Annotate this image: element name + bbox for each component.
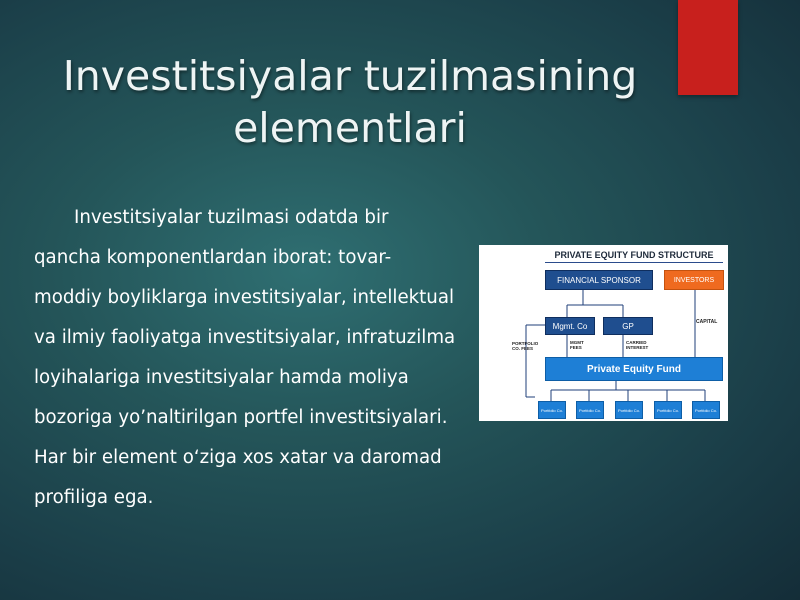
- title-line-2: elementlari: [233, 104, 467, 152]
- gp-box: GP: [603, 317, 653, 335]
- portfolio-co-box: Portfolio Co.: [615, 401, 643, 419]
- slide-title: [20, 50, 680, 154]
- capital-label: CAPITAL: [696, 319, 718, 325]
- portfolio-co-box: Portfolio Co.: [692, 401, 720, 419]
- private-equity-fund-diagram: [479, 245, 728, 421]
- red-accent-bar: [678, 0, 738, 95]
- title-line-1: Investitsiyalar tuzilmasining: [62, 52, 638, 100]
- mgmt-co-box: Mgmt. Co: [545, 317, 595, 335]
- investors-box: INVESTORS: [664, 270, 724, 290]
- body-text: Investitsiyalar tuzilmasi odatda bir qancha komponentlardan iborat: tovar-moddiy boyliklarga investitsiyalar, intellektual va ilmiy faoliyatga investitsiyalar, infratuzilma loyihalariga investitsiyalar hamda moliya bozoriga yo’naltirilgan portfel investitsiyalari. Har bir element o‘ziga xos xatar va daromad profiliga ega.: [34, 207, 456, 508]
- financial-sponsor-box: FINANCIAL SPONSOR: [545, 270, 653, 290]
- portfolio-co-box: Portfolio Co.: [576, 401, 604, 419]
- diagram-title: PRIVATE EQUITY FUND STRUCTURE: [545, 250, 723, 263]
- portfolio-fees-label: PORTFOLIO CO. FEES: [512, 341, 539, 351]
- portfolio-co-box: Portfolio Co.: [654, 401, 682, 419]
- portfolio-co-box: Portfolio Co.: [538, 401, 566, 419]
- body-paragraph: [34, 198, 458, 518]
- carried-interest-label: CARRIED INTEREST: [626, 340, 649, 350]
- private-equity-fund-box: Private Equity Fund: [545, 357, 723, 381]
- mgmt-fees-label: MGMT FEES: [570, 340, 584, 350]
